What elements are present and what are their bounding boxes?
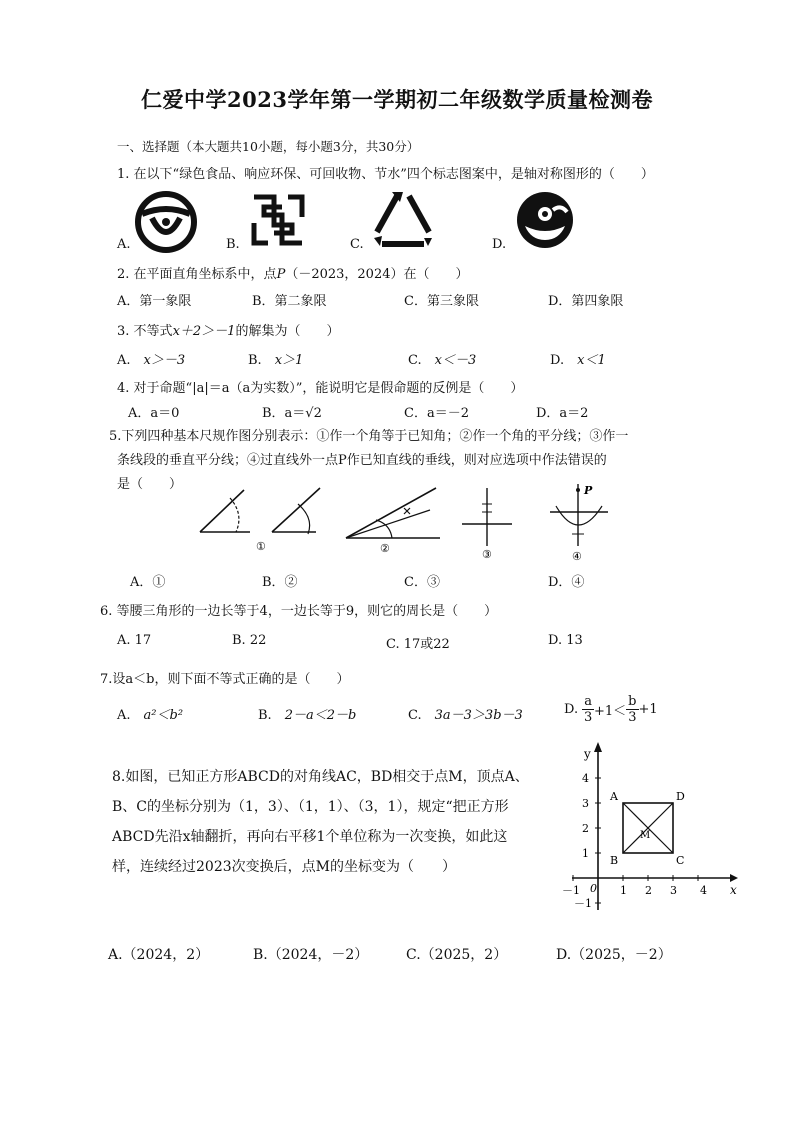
question-text: ABCD先沿x轴翻折，再向右平移1个单位称为一次变换，如此这 — [112, 829, 508, 845]
question-text: 的解集为（ ） — [235, 324, 340, 339]
y-tick-label: －1 — [574, 897, 592, 910]
page-title: 仁爱中学2023学年第一学期初二年级数学质量检测卷 — [141, 87, 653, 112]
question-text: 等腰三角形的一边长等于4，一边长等于9，则它的周长是（ ） — [116, 604, 498, 619]
option-c: C. 17或22 — [386, 637, 450, 652]
option-b: B．a＝√2 — [262, 406, 322, 421]
figure-1-angle-copy — [200, 490, 250, 532]
x-axis-arrow — [730, 874, 738, 882]
eco-response-logo-icon — [250, 193, 306, 247]
inequality: x＋2＞－1 — [172, 324, 236, 339]
point-label: P — [584, 484, 593, 497]
question-8 — [112, 762, 556, 882]
option-d: D. x＜1 — [550, 353, 606, 368]
question-number: 2. — [117, 267, 130, 282]
question-text: 在以下“绿色食品、响应环保、可回收物、节水”四个标志图案中，是轴对称图形的（ ） — [133, 167, 654, 182]
question-5-line2: 条线段的垂直平分线；④过直线外一点P作已知直线的垂线，则对应选项中作法错误的 — [117, 453, 607, 468]
option-c: C. — [350, 237, 364, 252]
option-c: C.（2025，2） — [406, 947, 508, 963]
point-label: P — [276, 267, 286, 282]
option-b: B. — [226, 237, 240, 252]
construction-figures — [190, 484, 620, 564]
option-d: D．④ — [548, 575, 585, 590]
question-text: 对于命题“|a|＝a（a为实数）”，能说明它是假命题的反例是（ ） — [133, 381, 524, 396]
question-text: 样，连续经过2023次变换后，点M的坐标变为（ ） — [112, 859, 456, 875]
figure-2-angle-bisector — [272, 488, 320, 534]
coordinate-graph — [560, 738, 740, 918]
x-axis-label: x — [730, 883, 737, 897]
y-axis-arrow — [594, 742, 602, 752]
question-text: 下列四种基本尺规作图分别表示：①作一个角等于已知角；②作一个角的平分线；③作一 — [121, 429, 629, 444]
question-number: 5. — [109, 429, 122, 444]
question-number: 7. — [100, 672, 113, 687]
option-c: C．第三象限 — [404, 294, 479, 309]
option-d: D. 13 — [548, 633, 583, 648]
question-number: 4. — [117, 381, 130, 396]
x-tick-label: 1 — [620, 884, 627, 897]
option-a: A. a²＜b² — [117, 708, 184, 723]
figure-3-angle-copy — [346, 488, 440, 538]
option-a: A．第一象限 — [117, 294, 192, 309]
question-7 — [100, 668, 349, 687]
option-c: C．③ — [404, 575, 440, 590]
option-b: B. 2－a＜2－b — [258, 708, 357, 723]
option-d: D.（2025，－2） — [556, 947, 672, 963]
vertex-label-d: D — [676, 790, 685, 803]
vertex-label-a: A — [610, 790, 618, 803]
question-text: 设a＜b，则下面不等式正确的是（ ） — [112, 672, 350, 687]
option-a: A．a＝0 — [128, 406, 180, 421]
question-5-line3: 是（ ） — [117, 477, 183, 492]
question-1 — [117, 163, 654, 182]
option-d: D．第四象限 — [548, 294, 624, 309]
question-number: 1. — [117, 167, 130, 182]
option-d: D. $\frac{a}{3}$ +1＜ $\frac{b}{3}$ +1 — [564, 694, 658, 725]
x-tick-label: 3 — [670, 884, 677, 897]
option-b: B．② — [262, 575, 298, 590]
option-d: D. — [492, 237, 507, 252]
option-b: B．第二象限 — [252, 294, 327, 309]
question-4 — [117, 377, 523, 396]
question-number: 6. — [100, 604, 113, 619]
figure-4-perpendicular-bisector — [462, 488, 512, 546]
y-tick-label: 3 — [582, 797, 589, 810]
figure-label-4: ④ — [572, 550, 582, 563]
y-tick-label: 1 — [582, 847, 589, 860]
question-3 — [117, 320, 339, 339]
question-number: 8. — [112, 769, 126, 785]
x-tick-label: 2 — [645, 884, 652, 897]
question-number: 3. — [117, 324, 130, 339]
section-heading: 一、选择题（本大题共10小题，每小题3分，共30分） — [117, 139, 420, 154]
vertex-label-c: C — [676, 854, 685, 867]
vertex-label-b: B — [610, 854, 619, 867]
vertex-label-m: M — [640, 830, 651, 841]
option-a: A. 17 — [117, 633, 152, 648]
question-text: B、C的坐标分别为（1，3）、（1，1）、（3，1），规定“把正方形 — [112, 799, 509, 815]
question-6 — [100, 600, 497, 619]
question-text: 在平面直角坐标系中，点 — [133, 267, 277, 282]
question-text: （－2023，2024）在（ ） — [285, 267, 469, 282]
y-axis-label: y — [584, 747, 591, 761]
figure-label-1: ① — [256, 540, 266, 553]
figure-label-2: ② — [380, 542, 390, 555]
option-c: C. 3a－3＞3b－3 — [408, 708, 523, 723]
figure-label-3: ③ — [482, 548, 492, 561]
option-b: B. 22 — [232, 633, 267, 648]
y-tick-label: 4 — [582, 772, 589, 785]
green-food-logo-icon — [134, 190, 198, 254]
option-c: C. x＜－3 — [408, 353, 477, 368]
y-tick-label: 2 — [582, 822, 589, 835]
option-b: B. x＞1 — [248, 353, 304, 368]
option-b: B.（2024，－2） — [253, 947, 369, 963]
origin-label: 0 — [590, 882, 597, 895]
figure-5-perpendicular-through-point — [550, 484, 608, 546]
option-a: A. — [117, 237, 131, 252]
question-text: 如图，已知正方形ABCD的对角线AC，BD相交于点M，顶点A、 — [125, 769, 529, 785]
question-2 — [117, 263, 468, 282]
option-a: A.（2024，2） — [108, 947, 210, 963]
option-a: A. x＞－3 — [117, 353, 186, 368]
option-a: A．① — [130, 575, 166, 590]
option-c: C．a＝－2 — [404, 406, 469, 421]
question-text: 不等式 — [133, 324, 173, 339]
x-tick-label: 4 — [700, 884, 707, 897]
x-tick-label: －1 — [562, 884, 580, 897]
question-5 — [109, 425, 628, 444]
option-d: D．a＝2 — [536, 406, 589, 421]
water-saving-logo-icon — [515, 190, 575, 250]
recycle-logo-icon — [370, 190, 436, 248]
